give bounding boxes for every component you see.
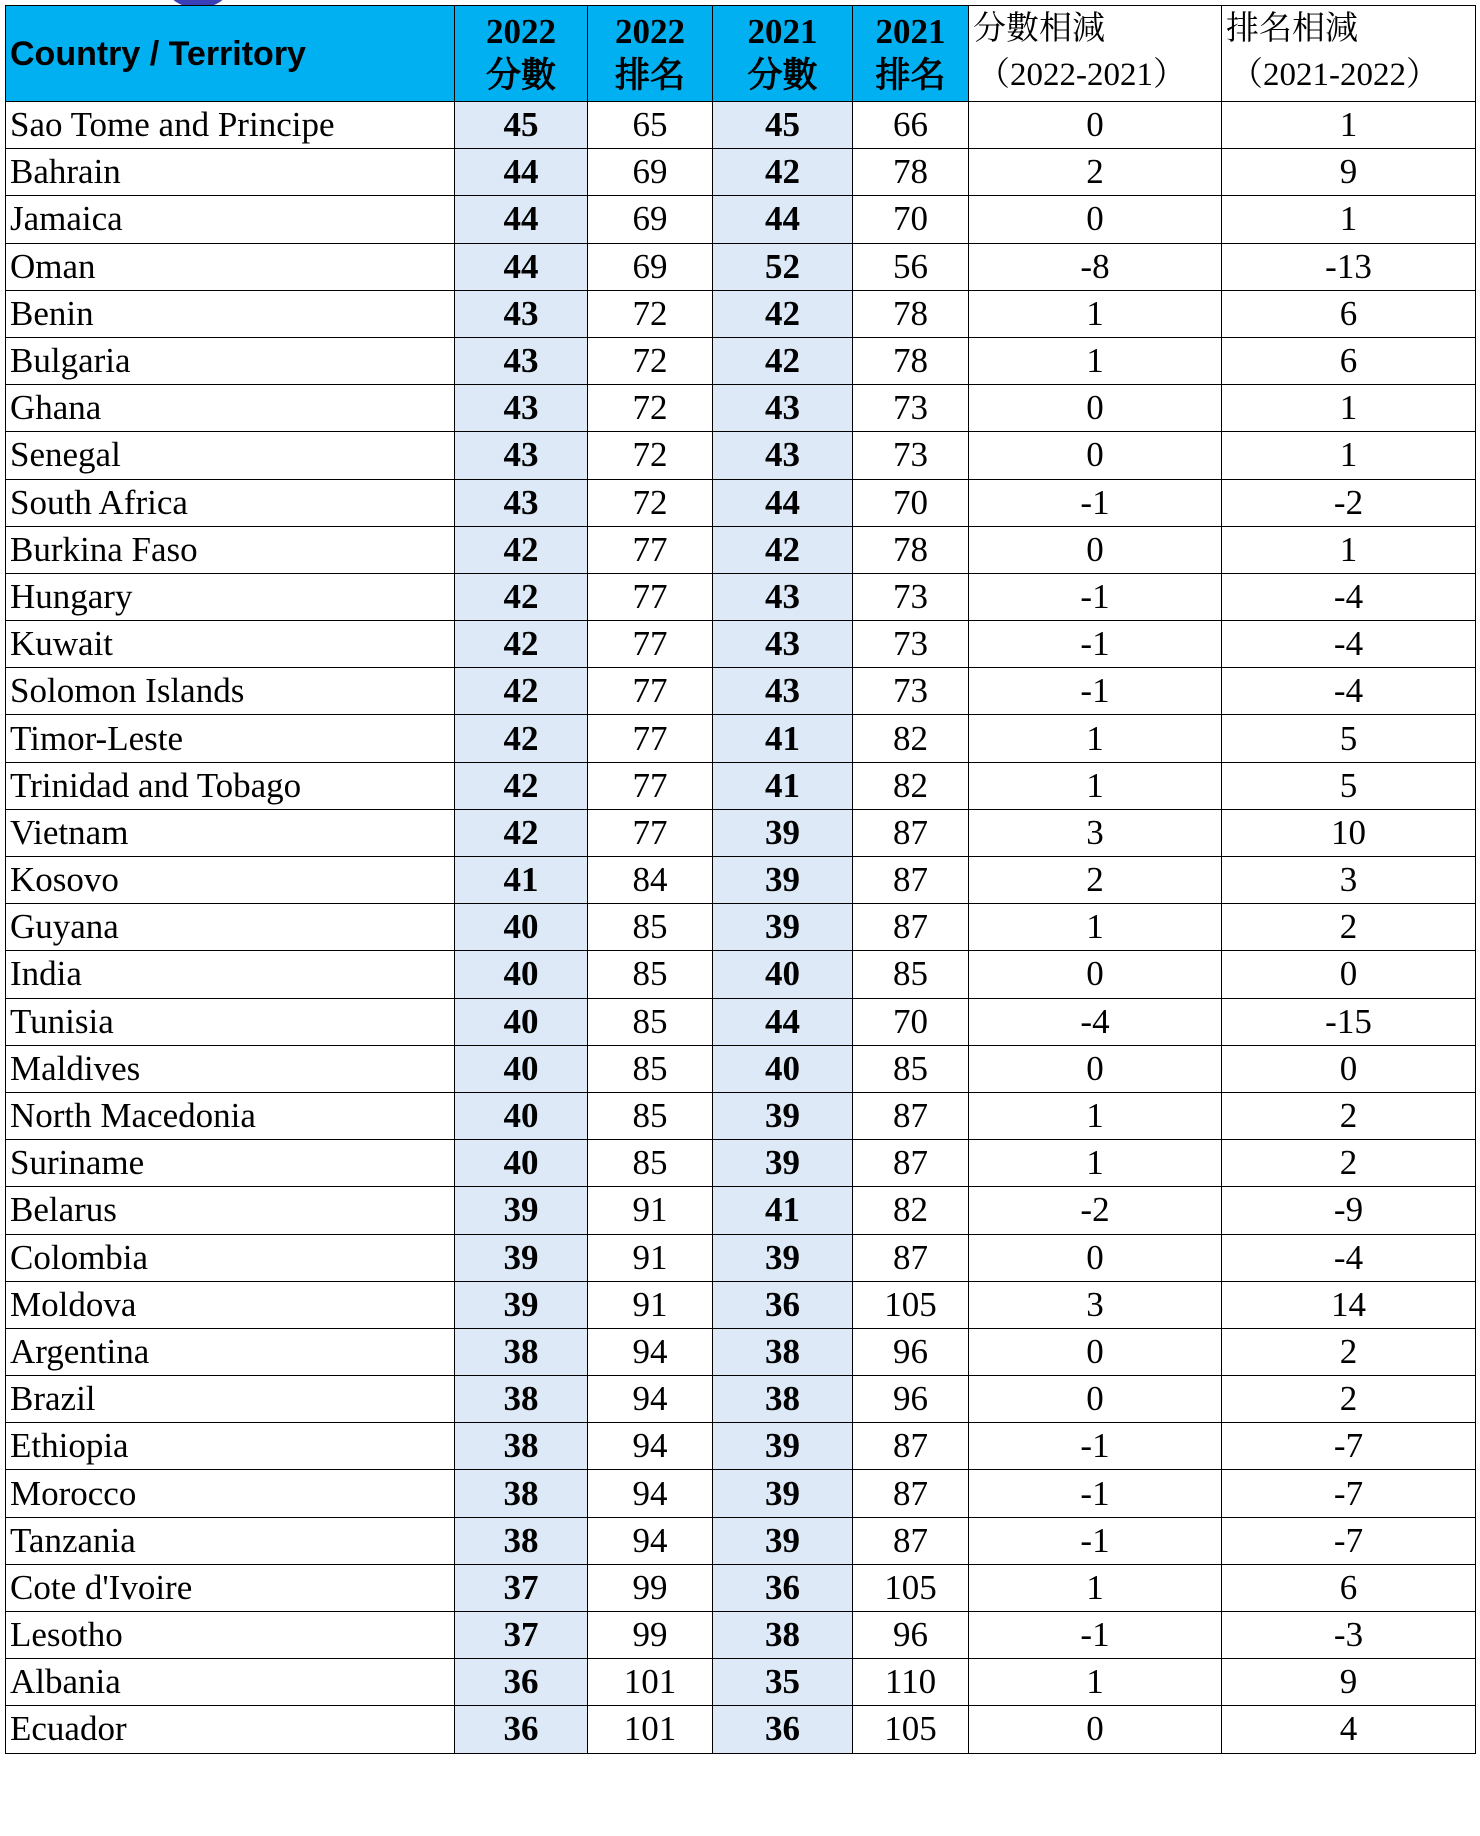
score-diff-cell: 0 [969,1376,1222,1423]
rank-2022-cell: 85 [588,998,713,1045]
score-2021-cell: 40 [713,951,853,998]
score-2021-cell: 36 [713,1706,853,1753]
rank-2022-cell: 72 [588,479,713,526]
rank-2021-cell: 87 [853,1470,969,1517]
rank-2021-cell: 66 [853,102,969,149]
table-row [6,1092,1476,1139]
rank-diff-cell: 5 [1222,762,1476,809]
score-2022-cell: 37 [455,1564,588,1611]
table-row [6,998,1476,1045]
score-diff-cell: 1 [969,1564,1222,1611]
country-cell: Guyana [6,904,455,951]
score-2022-cell: 42 [455,573,588,620]
table-row [6,196,1476,243]
score-2022-cell: 40 [455,904,588,951]
table-row [6,1517,1476,1564]
rank-2021-cell: 85 [853,1045,969,1092]
score-2021-cell: 41 [713,715,853,762]
rank-2022-cell: 72 [588,337,713,384]
rank-2022-cell: 85 [588,1092,713,1139]
rank-2021-cell: 82 [853,1187,969,1234]
rank-2021-cell: 78 [853,149,969,196]
rank-2022-cell: 94 [588,1517,713,1564]
score-diff-cell: -1 [969,1612,1222,1659]
score-2021-cell: 44 [713,998,853,1045]
table-row [6,668,1476,715]
table-row [6,621,1476,668]
country-cell: Burkina Faso [6,526,455,573]
rank-diff-cell: 2 [1222,1140,1476,1187]
rank-2022-cell: 91 [588,1234,713,1281]
table-row [6,1234,1476,1281]
rank-2021-cell: 105 [853,1564,969,1611]
rank-2021-cell: 87 [853,1234,969,1281]
score-2021-cell: 39 [713,1517,853,1564]
header-2022-score: 2022 分數 [455,6,588,102]
score-2021-cell: 39 [713,809,853,856]
rank-diff-cell: 3 [1222,857,1476,904]
rank-2022-cell: 77 [588,715,713,762]
rank-diff-cell: 2 [1222,1092,1476,1139]
rank-2022-cell: 69 [588,243,713,290]
score-2022-cell: 42 [455,526,588,573]
score-2021-cell: 43 [713,385,853,432]
score-2021-cell: 36 [713,1281,853,1328]
table-row [6,904,1476,951]
country-cell: Colombia [6,1234,455,1281]
rank-2021-cell: 87 [853,1517,969,1564]
score-diff-cell: 1 [969,715,1222,762]
rank-2022-cell: 94 [588,1328,713,1375]
country-cell: Bulgaria [6,337,455,384]
rank-2021-cell: 70 [853,479,969,526]
table-row [6,149,1476,196]
score-diff-cell: 1 [969,1659,1222,1706]
score-diff-cell: -1 [969,479,1222,526]
rank-2022-cell: 69 [588,149,713,196]
score-diff-cell: 0 [969,1328,1222,1375]
score-2022-cell: 44 [455,243,588,290]
table-row [6,243,1476,290]
score-2021-cell: 39 [713,1234,853,1281]
rank-2021-cell: 70 [853,998,969,1045]
header-2021-score: 2021 分數 [713,6,853,102]
table-row [6,337,1476,384]
score-2021-cell: 41 [713,1187,853,1234]
score-2021-cell: 41 [713,762,853,809]
country-cell: Brazil [6,1376,455,1423]
score-2022-cell: 43 [455,337,588,384]
score-diff-cell: 1 [969,762,1222,809]
table-row [6,715,1476,762]
country-cell: North Macedonia [6,1092,455,1139]
rank-2021-cell: 110 [853,1659,969,1706]
rank-diff-cell: 9 [1222,1659,1476,1706]
rank-2021-cell: 96 [853,1612,969,1659]
score-2021-cell: 39 [713,1092,853,1139]
rank-2021-cell: 105 [853,1706,969,1753]
country-cell: Jamaica [6,196,455,243]
score-2022-cell: 39 [455,1281,588,1328]
rank-2021-cell: 73 [853,668,969,715]
table-row [6,1376,1476,1423]
score-2021-cell: 39 [713,1140,853,1187]
rank-2021-cell: 82 [853,715,969,762]
score-2022-cell: 36 [455,1706,588,1753]
rank-2022-cell: 77 [588,621,713,668]
rank-2022-cell: 72 [588,290,713,337]
score-diff-cell: -4 [969,998,1222,1045]
score-diff-cell: 0 [969,432,1222,479]
score-2022-cell: 39 [455,1234,588,1281]
rank-2022-cell: 94 [588,1470,713,1517]
score-2021-cell: 39 [713,904,853,951]
country-cell: South Africa [6,479,455,526]
score-2021-cell: 45 [713,102,853,149]
country-cell: Ghana [6,385,455,432]
score-2021-cell: 43 [713,668,853,715]
score-2021-cell: 38 [713,1612,853,1659]
score-diff-cell: -1 [969,621,1222,668]
score-2021-cell: 44 [713,196,853,243]
rank-2022-cell: 99 [588,1564,713,1611]
score-diff-cell: -8 [969,243,1222,290]
score-diff-cell: 1 [969,337,1222,384]
score-2021-cell: 35 [713,1659,853,1706]
score-diff-cell: 2 [969,857,1222,904]
country-cell: Ethiopia [6,1423,455,1470]
header-2022-rank: 2022 排名 [588,6,713,102]
rank-diff-cell: 1 [1222,196,1476,243]
score-diff-cell: 0 [969,951,1222,998]
score-2022-cell: 45 [455,102,588,149]
rank-2022-cell: 77 [588,762,713,809]
rank-2022-cell: 77 [588,573,713,620]
rank-2021-cell: 73 [853,432,969,479]
country-cell: Oman [6,243,455,290]
country-cell: India [6,951,455,998]
score-2022-cell: 42 [455,809,588,856]
rank-diff-cell: -4 [1222,1234,1476,1281]
country-cell: Tunisia [6,998,455,1045]
country-cell: Belarus [6,1187,455,1234]
country-cell: Albania [6,1659,455,1706]
score-2022-cell: 38 [455,1470,588,1517]
score-2021-cell: 44 [713,479,853,526]
table-row [6,1470,1476,1517]
rank-2021-cell: 87 [853,857,969,904]
score-diff-cell: 1 [969,1092,1222,1139]
score-diff-cell: -1 [969,668,1222,715]
score-2021-cell: 39 [713,1470,853,1517]
rank-diff-cell: 1 [1222,526,1476,573]
country-cell: Timor-Leste [6,715,455,762]
table-row [6,573,1476,620]
rank-2022-cell: 85 [588,904,713,951]
score-2022-cell: 38 [455,1517,588,1564]
score-2022-cell: 44 [455,149,588,196]
rank-2022-cell: 84 [588,857,713,904]
country-cell: Cote d'Ivoire [6,1564,455,1611]
rank-2022-cell: 72 [588,432,713,479]
rank-diff-cell: -4 [1222,668,1476,715]
rank-2021-cell: 87 [853,1140,969,1187]
score-2021-cell: 42 [713,290,853,337]
header-2021-rank: 2021 排名 [853,6,969,102]
rank-2022-cell: 72 [588,385,713,432]
table-row [6,385,1476,432]
country-cell: Argentina [6,1328,455,1375]
table-row [6,1140,1476,1187]
rank-diff-cell: 14 [1222,1281,1476,1328]
rank-diff-cell: 1 [1222,102,1476,149]
table-row [6,809,1476,856]
table-row [6,479,1476,526]
score-diff-cell: 0 [969,1234,1222,1281]
country-cell: Kosovo [6,857,455,904]
score-2021-cell: 38 [713,1376,853,1423]
score-2022-cell: 43 [455,432,588,479]
rank-diff-cell: 6 [1222,1564,1476,1611]
score-2021-cell: 39 [713,857,853,904]
table-row [6,1659,1476,1706]
score-diff-cell: 1 [969,904,1222,951]
rank-diff-cell: -15 [1222,998,1476,1045]
rank-2022-cell: 91 [588,1187,713,1234]
score-2022-cell: 43 [455,385,588,432]
score-diff-cell: 0 [969,526,1222,573]
table-row [6,1328,1476,1375]
table-row [6,102,1476,149]
cpi-ranking-table [5,5,1476,1754]
rank-diff-cell: -3 [1222,1612,1476,1659]
score-diff-cell: 3 [969,1281,1222,1328]
country-cell: Moldova [6,1281,455,1328]
rank-2021-cell: 87 [853,1423,969,1470]
country-cell: Trinidad and Tobago [6,762,455,809]
score-2022-cell: 37 [455,1612,588,1659]
score-2021-cell: 42 [713,149,853,196]
rank-2022-cell: 101 [588,1659,713,1706]
table-row [6,1564,1476,1611]
score-diff-cell: 0 [969,102,1222,149]
rank-2021-cell: 78 [853,526,969,573]
rank-2021-cell: 78 [853,290,969,337]
rank-2021-cell: 73 [853,573,969,620]
table-row [6,762,1476,809]
score-2022-cell: 41 [455,857,588,904]
score-diff-cell: -1 [969,1423,1222,1470]
score-2022-cell: 40 [455,1140,588,1187]
table-row [6,857,1476,904]
score-diff-cell: 0 [969,1706,1222,1753]
score-diff-cell: -1 [969,1470,1222,1517]
score-2021-cell: 43 [713,573,853,620]
score-2022-cell: 42 [455,715,588,762]
score-diff-cell: 0 [969,196,1222,243]
rank-2021-cell: 87 [853,809,969,856]
rank-diff-cell: 9 [1222,149,1476,196]
score-diff-cell: 0 [969,385,1222,432]
rank-2021-cell: 105 [853,1281,969,1328]
rank-2021-cell: 96 [853,1376,969,1423]
table-row [6,1045,1476,1092]
rank-2022-cell: 101 [588,1706,713,1753]
score-2021-cell: 40 [713,1045,853,1092]
score-2022-cell: 42 [455,621,588,668]
rank-2022-cell: 77 [588,668,713,715]
country-cell: Morocco [6,1470,455,1517]
table-body [6,102,1476,1754]
score-diff-cell: -1 [969,573,1222,620]
rank-2021-cell: 73 [853,621,969,668]
country-cell: Senegal [6,432,455,479]
rank-2021-cell: 82 [853,762,969,809]
rank-2022-cell: 65 [588,102,713,149]
rank-diff-cell: 6 [1222,337,1476,384]
rank-2021-cell: 87 [853,904,969,951]
table-row [6,290,1476,337]
rank-2022-cell: 85 [588,1140,713,1187]
rank-2022-cell: 69 [588,196,713,243]
table-row [6,1187,1476,1234]
rank-2022-cell: 77 [588,809,713,856]
rank-2021-cell: 85 [853,951,969,998]
rank-diff-cell: 10 [1222,809,1476,856]
rank-diff-cell: -13 [1222,243,1476,290]
table-header-row [6,6,1476,102]
rank-diff-cell: 0 [1222,1045,1476,1092]
rank-diff-cell: -7 [1222,1470,1476,1517]
rank-2022-cell: 94 [588,1423,713,1470]
country-cell: Tanzania [6,1517,455,1564]
rank-2021-cell: 96 [853,1328,969,1375]
rank-2022-cell: 94 [588,1376,713,1423]
score-2021-cell: 43 [713,432,853,479]
score-2022-cell: 38 [455,1328,588,1375]
rank-2022-cell: 85 [588,1045,713,1092]
score-2022-cell: 40 [455,998,588,1045]
score-2022-cell: 42 [455,762,588,809]
score-2022-cell: 38 [455,1376,588,1423]
rank-diff-cell: 1 [1222,432,1476,479]
rank-2021-cell: 87 [853,1092,969,1139]
rank-diff-cell: -7 [1222,1517,1476,1564]
score-2022-cell: 40 [455,1045,588,1092]
score-2021-cell: 38 [713,1328,853,1375]
score-diff-cell: -1 [969,1517,1222,1564]
rank-2021-cell: 70 [853,196,969,243]
rank-diff-cell: 0 [1222,951,1476,998]
rank-diff-cell: -7 [1222,1423,1476,1470]
score-2021-cell: 42 [713,526,853,573]
country-cell: Lesotho [6,1612,455,1659]
score-diff-cell: 0 [969,1045,1222,1092]
score-2022-cell: 36 [455,1659,588,1706]
score-2022-cell: 44 [455,196,588,243]
country-cell: Maldives [6,1045,455,1092]
score-2022-cell: 42 [455,668,588,715]
rank-diff-cell: 6 [1222,290,1476,337]
country-cell: Kuwait [6,621,455,668]
table-row [6,432,1476,479]
score-2021-cell: 42 [713,337,853,384]
country-cell: Sao Tome and Principe [6,102,455,149]
score-2022-cell: 40 [455,1092,588,1139]
score-2022-cell: 40 [455,951,588,998]
score-2022-cell: 43 [455,479,588,526]
score-2021-cell: 43 [713,621,853,668]
rank-2022-cell: 99 [588,1612,713,1659]
rank-2022-cell: 85 [588,951,713,998]
score-2022-cell: 43 [455,290,588,337]
country-cell: Ecuador [6,1706,455,1753]
score-2021-cell: 39 [713,1423,853,1470]
rank-2021-cell: 73 [853,385,969,432]
score-2022-cell: 38 [455,1423,588,1470]
rank-2021-cell: 56 [853,243,969,290]
rank-diff-cell: 4 [1222,1706,1476,1753]
header-rank-diff: 排名相減 （2021-2022） [1222,6,1476,102]
table-row [6,1281,1476,1328]
score-2021-cell: 52 [713,243,853,290]
table-row [6,526,1476,573]
country-cell: Suriname [6,1140,455,1187]
country-cell: Bahrain [6,149,455,196]
score-2022-cell: 39 [455,1187,588,1234]
rank-2022-cell: 77 [588,526,713,573]
rank-diff-cell: -9 [1222,1187,1476,1234]
rank-diff-cell: 2 [1222,1376,1476,1423]
rank-diff-cell: -4 [1222,573,1476,620]
country-cell: Hungary [6,573,455,620]
score-diff-cell: 1 [969,290,1222,337]
score-2021-cell: 36 [713,1564,853,1611]
rank-diff-cell: -4 [1222,621,1476,668]
score-diff-cell: 3 [969,809,1222,856]
rank-diff-cell: 1 [1222,385,1476,432]
table-row [6,1706,1476,1753]
country-cell: Benin [6,290,455,337]
score-diff-cell: 1 [969,1140,1222,1187]
country-cell: Vietnam [6,809,455,856]
header-country: Country / Territory [6,6,455,102]
header-score-diff: 分數相減 （2022-2021） [969,6,1222,102]
score-diff-cell: -2 [969,1187,1222,1234]
score-diff-cell: 2 [969,149,1222,196]
table-row [6,951,1476,998]
rank-diff-cell: 2 [1222,904,1476,951]
rank-diff-cell: 2 [1222,1328,1476,1375]
country-cell: Solomon Islands [6,668,455,715]
table-row [6,1612,1476,1659]
rank-2021-cell: 78 [853,337,969,384]
rank-diff-cell: -2 [1222,479,1476,526]
rank-2022-cell: 91 [588,1281,713,1328]
table-row [6,1423,1476,1470]
rank-diff-cell: 5 [1222,715,1476,762]
